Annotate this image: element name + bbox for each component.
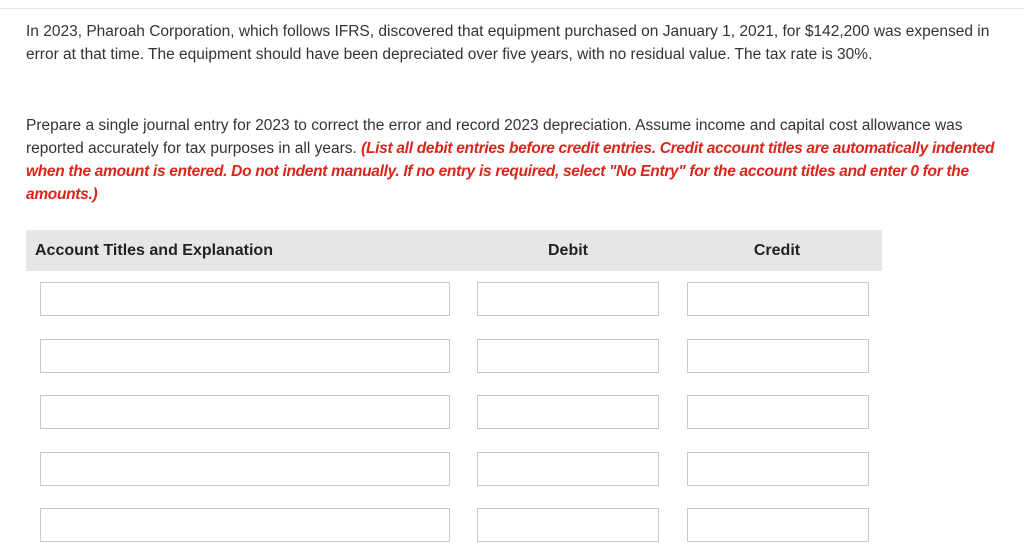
header-credit: Credit <box>753 242 801 259</box>
account-title-input-3[interactable] <box>40 395 450 429</box>
credit-input-4[interactable] <box>687 452 869 486</box>
account-title-input-1[interactable] <box>40 282 450 316</box>
credit-input-5[interactable] <box>687 508 869 542</box>
journal-table-header <box>26 230 882 271</box>
debit-input-4[interactable] <box>477 452 659 486</box>
debit-input-3[interactable] <box>477 395 659 429</box>
account-title-input-4[interactable] <box>40 452 450 486</box>
header-account-titles: Account Titles and Explanation <box>35 242 273 259</box>
debit-input-1[interactable] <box>477 282 659 316</box>
credit-input-1[interactable] <box>687 282 869 316</box>
debit-input-2[interactable] <box>477 339 659 373</box>
header-debit: Debit <box>548 242 588 259</box>
credit-input-3[interactable] <box>687 395 869 429</box>
instructions-text: Prepare a single journal entry for 2023 to correct the error and record 2023 depreciation. Assume income and capital cost allowance was reported accurately for tax purposes in all years. <box>26 117 963 157</box>
account-title-input-2[interactable] <box>40 339 450 373</box>
problem-statement <box>26 20 1011 66</box>
instructions <box>26 114 1011 206</box>
top-divider <box>0 8 1024 9</box>
credit-input-2[interactable] <box>687 339 869 373</box>
debit-input-5[interactable] <box>477 508 659 542</box>
instructions-note: (List all debit entries before credit entries. Credit account titles are automatically indented when the amount is entered. Do not indent manually. If no entry is required, select "No Entry" for the account titles and enter 0 for the amounts.) <box>26 140 995 203</box>
account-title-input-5[interactable] <box>40 508 450 542</box>
problem-text: In 2023, Pharoah Corporation, which follows IFRS, discovered that equipment purchased on January 1, 2021, for $142,200 was expensed in error at that time. The equipment should have been depreciated over five years, with no residual value. The tax rate is 30%. <box>26 23 990 63</box>
